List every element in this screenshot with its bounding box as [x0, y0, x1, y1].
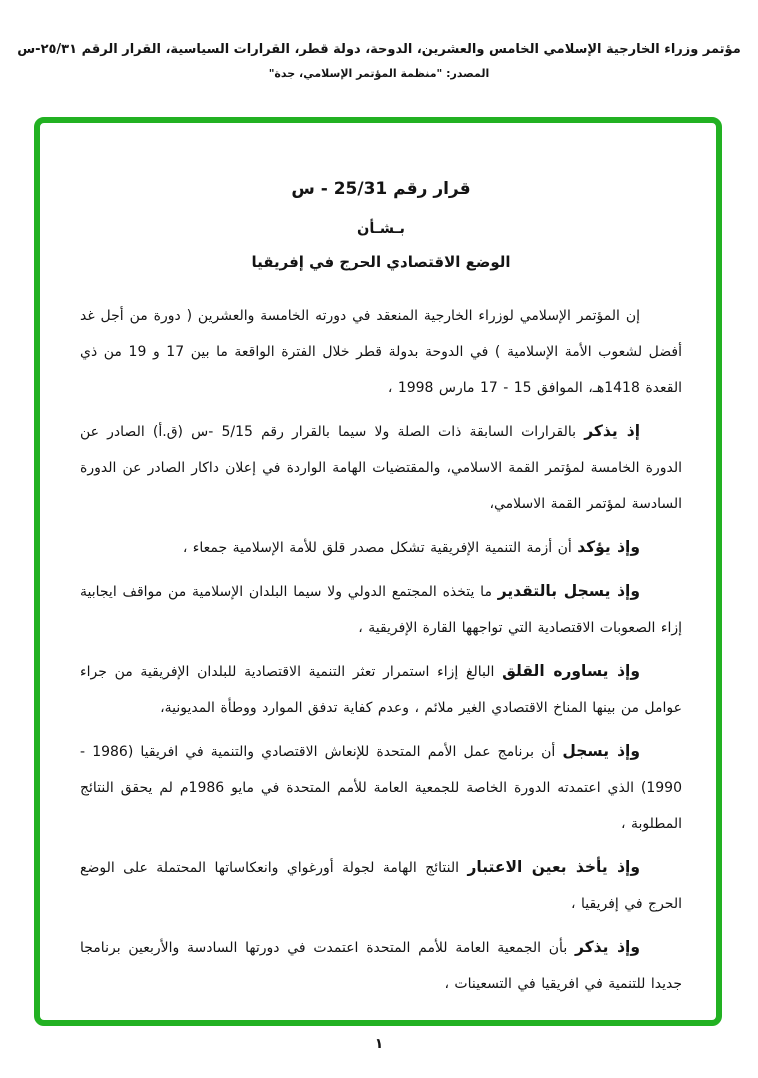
- document-source-header: [0, 42, 758, 80]
- paragraph-lead: إذ يذكر: [584, 422, 641, 440]
- paragraph-text: أن برنامج عمل الأمم المتحدة للإنعاش الاقتصادي والتنمية في افريقيا (1986 - 1990) الذي اعتمدته الدورة الخاصة للجمعية العامة للأمم المتحدة في مايو 1986م لم يحقق النتائج المطلوبة ،: [80, 744, 682, 832]
- paragraph-text: ما يتخذه المجتمع الدولي ولا سيما البلدان الإسلامية من مواقف ايجابية إزاء الصعوبات الاقتصادية التي تواجهها القارة الإفريقية ،: [80, 584, 682, 636]
- paragraph-recalling: [80, 413, 682, 522]
- paragraph-lead: وإذ يأخذ بعين الاعتبار: [467, 858, 640, 876]
- page-number: ١: [374, 1036, 384, 1052]
- paragraph-text: بأن الجمعية العامة للأمم المتحدة اعتمدت في دورتها السادسة والأربعين برنامجا جديدا للتنمية في افريقيا في التسعينات ،: [80, 940, 682, 992]
- resolution-title-block: [80, 179, 682, 271]
- paragraph-lead: وإذ يذكر: [574, 938, 640, 956]
- resolution-regarding-label: بـشـأن: [357, 221, 405, 237]
- paragraph-text: النتائج الهامة لجولة أورغواي وانعكاساتها المحتملة على الوضع الحرج في إفريقيا ،: [80, 860, 682, 912]
- paragraph-lead: وإذ يساوره القلق: [502, 662, 641, 680]
- paragraph-lead: وإذ يسجل: [562, 742, 640, 760]
- paragraph-recalling-general-assembly: [80, 929, 682, 1002]
- paragraph-affirming: [80, 529, 682, 566]
- paragraph-taking-into-account: [80, 849, 682, 922]
- document-body: [40, 123, 716, 1020]
- resolution-subject-title: الوضع الاقتصادي الحرج في إفريقيا: [251, 253, 511, 271]
- paragraph-concerned: [80, 653, 682, 726]
- paragraph-text: إن المؤتمر الإسلامي لوزراء الخارجية المنعقد في دورته الخامسة والعشرين ( دورة من أجل غد أفضل لشعوب الأمة الإسلامية ) في الدوحة بدولة قطر خلال الفترة الواقعة ما بين 17 و 19 من ذي القعدة 1418هـ، الموافق 15 - 17 مارس 1998 ،: [80, 308, 683, 396]
- paragraph-preamble: [80, 297, 682, 406]
- header-source-line: المصدر: "منظمة المؤتمر الإسلامي، جدة": [268, 67, 490, 80]
- paragraph-lead: وإذ يسجل بالتقدير: [497, 582, 640, 600]
- green-document-frame: [34, 117, 722, 1026]
- resolution-number-title: قرار رقم 25/31 - س: [291, 179, 471, 199]
- paragraph-text: أن أزمة التنمية الإفريقية تشكل مصدر قلق للأمة الإسلامية جمعاء ،: [182, 540, 578, 556]
- paragraph-noting-un-programme: [80, 733, 682, 842]
- paragraph-noting-appreciation: [80, 573, 682, 646]
- paragraph-lead: وإذ يؤكد: [577, 538, 640, 556]
- header-conference-line: مؤتمر وزراء الخارجية الإسلامي الخامس والعشرين، الدوحة، دولة قطر، القرارات السياسية، القرار الرقم ٢٥/٣١-س: [17, 42, 741, 57]
- paragraph-text: بالقرارات السابقة ذات الصلة ولا سيما بالقرار رقم 5/15 -س (ق.أ) الصادر عن الدورة الخامسة لمؤتمر القمة الاسلامي، والمقتضيات الهامة الواردة في إعلان داكار الصادر عن الدورة السادسة لمؤتمر القمة الاسلامي،: [80, 424, 682, 512]
- paragraph-text: البالغ إزاء استمرار تعثر التنمية الاقتصادية للبلدان الإفريقية من جراء عوامل من بينها المناخ الاقتصادي الغير ملائم ، وعدم كفاية تدفق الموارد ووطأة المديونية،: [80, 664, 682, 716]
